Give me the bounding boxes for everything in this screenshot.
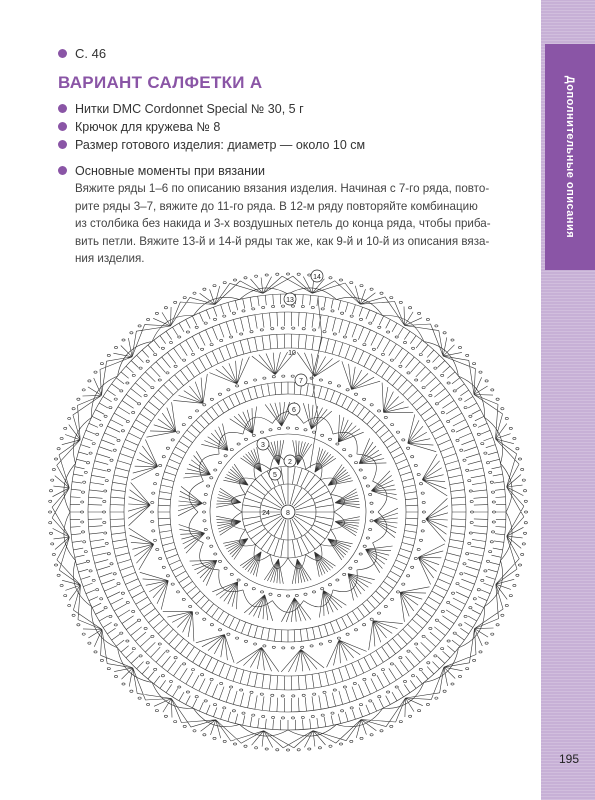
row-label-5: 5	[273, 472, 277, 479]
center-label: 8	[286, 510, 290, 517]
bullet-icon	[58, 140, 67, 149]
row-label-2: 2	[288, 459, 292, 466]
notes-line: Вяжите ряды 1–6 по описанию вязания изделия. Начиная с 7-го ряда, повто-	[75, 182, 490, 195]
bullet-icon	[58, 166, 67, 175]
row-label-13: 13	[286, 297, 294, 304]
bullet-icon	[58, 122, 67, 131]
bullet-icon	[58, 104, 67, 113]
start-line	[310, 298, 322, 468]
notes-heading: Основные моменты при вязании	[75, 164, 265, 178]
materials-list	[58, 100, 365, 154]
row-label-7: 7	[299, 378, 303, 385]
materials-item	[58, 100, 365, 118]
pattern-title: ВАРИАНТ САЛФЕТКИ А	[58, 73, 263, 92]
notes-line: ния изделия.	[75, 252, 145, 266]
page-reference-text: С. 46	[75, 46, 107, 61]
crochet-chart	[0, 268, 540, 768]
row-label-14: 14	[313, 274, 321, 281]
watermark: PassionForum.ru	[468, 784, 529, 793]
notes-heading-row	[58, 162, 518, 180]
row-label-6: 6	[292, 407, 296, 414]
materials-item	[58, 118, 365, 136]
row-label-3: 3	[261, 442, 265, 449]
row-label-10: 10	[288, 350, 296, 357]
materials-text: Крючок для кружева № 8	[75, 120, 221, 134]
sidebar-label	[545, 44, 595, 270]
bullet-icon	[58, 49, 67, 58]
notes-body	[75, 180, 518, 268]
sidebar-label-text: Дополнительные описания	[564, 75, 576, 239]
start-count: 24	[262, 510, 270, 517]
materials-text: Размер готового изделия: диаметр — около 10 см	[75, 138, 366, 152]
materials-item	[58, 136, 365, 154]
notes-line: рите ряды 3–7, вяжите до 11-го ряда. В 12-м ряду повторяйте комбинацию	[75, 199, 478, 213]
knitting-notes	[58, 162, 518, 268]
materials-text: Нитки DMC Cordonnet Special № 30, 5 г	[75, 102, 304, 116]
page-reference	[58, 46, 106, 61]
page-number: 195	[558, 752, 580, 766]
notes-line: из столбика без накида и 3-х воздушных петель до конца ряда, чтобы приба-	[75, 217, 491, 231]
notes-line: вить петли. Вяжите 13-й и 14-й ряды так же, как 9-й и 10-й из описания вяза-	[75, 234, 490, 248]
